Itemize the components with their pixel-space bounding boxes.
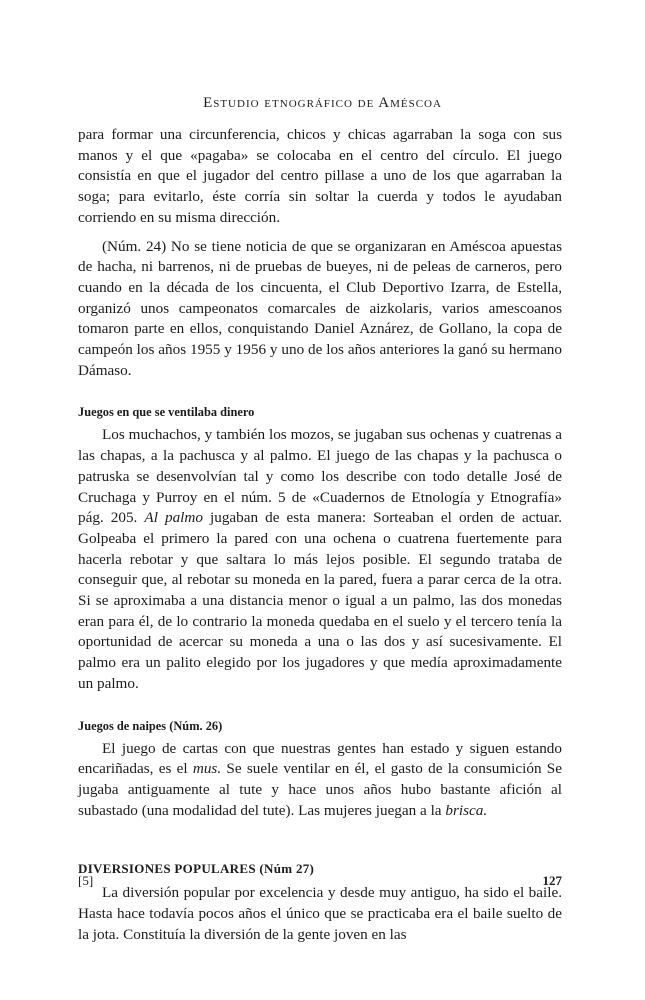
section-heading-dinero: Juegos en que se ventilaba dinero [78,405,255,420]
emphasis-mus: mus. [192,760,222,778]
section-heading-diversiones: DIVERSIONES POPULARES (Núm 27) [78,861,315,877]
emphasis-brisca: brisca. [445,801,488,819]
paragraph-naipes [78,739,562,822]
paragraph-diversiones: La diversión popular por excelencia y desde muy antiguo, ha sido el baile. Hasta hace todavía pocos años el único que se practicaba era el baile suelto de la jota. Constituía la diversión de la gente joven en las [78,884,562,943]
page-number: 127 [542,873,562,888]
paragraph-dinero [78,425,562,694]
paragraph-dinero-part-b: jugaban de esta manera: Sorteaban el orden de actuar. Golpeaba el primero la pared con una ochena o cuatrena fuertemente para hacerla rebotar y que saltara lo más lejos posible. El segundo trataba de conseguir que, al rebotar su moneda en la pared, fuera a parar cerca de la otra. Si se aproximaba a una distancia menor o igual a un palmo, las dos monedas eran para él, de lo contrario la moneda quedaba en el suelo y el tercero tenía la oportunidad de acercar su moneda a una o las dos y así sucesivamente. El palmo era un palito elegido por los jugadores y que medía aproximadamente un palmo. [78,509,563,692]
paragraph-num-24: (Núm. 24) No se tiene noticia de que se organizaran en Améscoa apuestas de hacha, ni barrenos, ni de pruebas de bueyes, ni de peleas de carneros, pero cuando en la década de los cincuenta, el Club Deportivo Izarra, de Estella, organizó unos campeonatos comarcales de aizkolaris, varios amescoanos tomaron parte en ellos, conquistando Daniel Aznárez, de Gollano, la copa de campeón los años 1955 y 1956 y uno de los años anteriores la ganó su hermano Dámaso. [78,237,562,379]
paragraph-continuation: para formar una circunferencia, chicos y chicas agarraban la soga con sus manos y el que «pagaba» se colocaba en el centro del círculo. El juego consistía en que el jugador del centro pillase a uno de los que agarraban la soga; para evitarlo, éste corría sin soltar la cuerda y todos le ayudaban corriendo en su misma dirección. [78,126,562,226]
paragraph-naipes-part-b: Se suele ventilar en él, el gasto de la consumición Se jugaba antiguamente al tute y hace unos años hubo bastante afición al subastado (una modalidad del tute). Las mujeres juegan a la [78,760,562,819]
paragraph-dinero-part-a: Los muchachos, y también los mozos, se jugaban sus ochenas y cuatrenas a las chapas, a la pachusca y al palmo. El juego de las chapas y la pachusca o patruska se desenvolvían tal y como los describe con todo detalle José de Cruchaga y Purroy en el núm. 5 de «Cuadernos de Etnología y Etnografía» pág. 205. [78,426,562,527]
emphasis-al-palmo: Al palmo [144,509,203,527]
section-heading-naipes: Juegos de naipes (Núm. 26) [78,718,223,733]
signature-mark: [5] [78,873,94,888]
paragraph-naipes-part-a: El juego de cartas con que nuestras gentes han estado y siguen estando encariñadas, es el [78,739,562,778]
text-body [78,125,562,946]
running-title: Estudio etnográfico de Améscoa [203,95,442,111]
